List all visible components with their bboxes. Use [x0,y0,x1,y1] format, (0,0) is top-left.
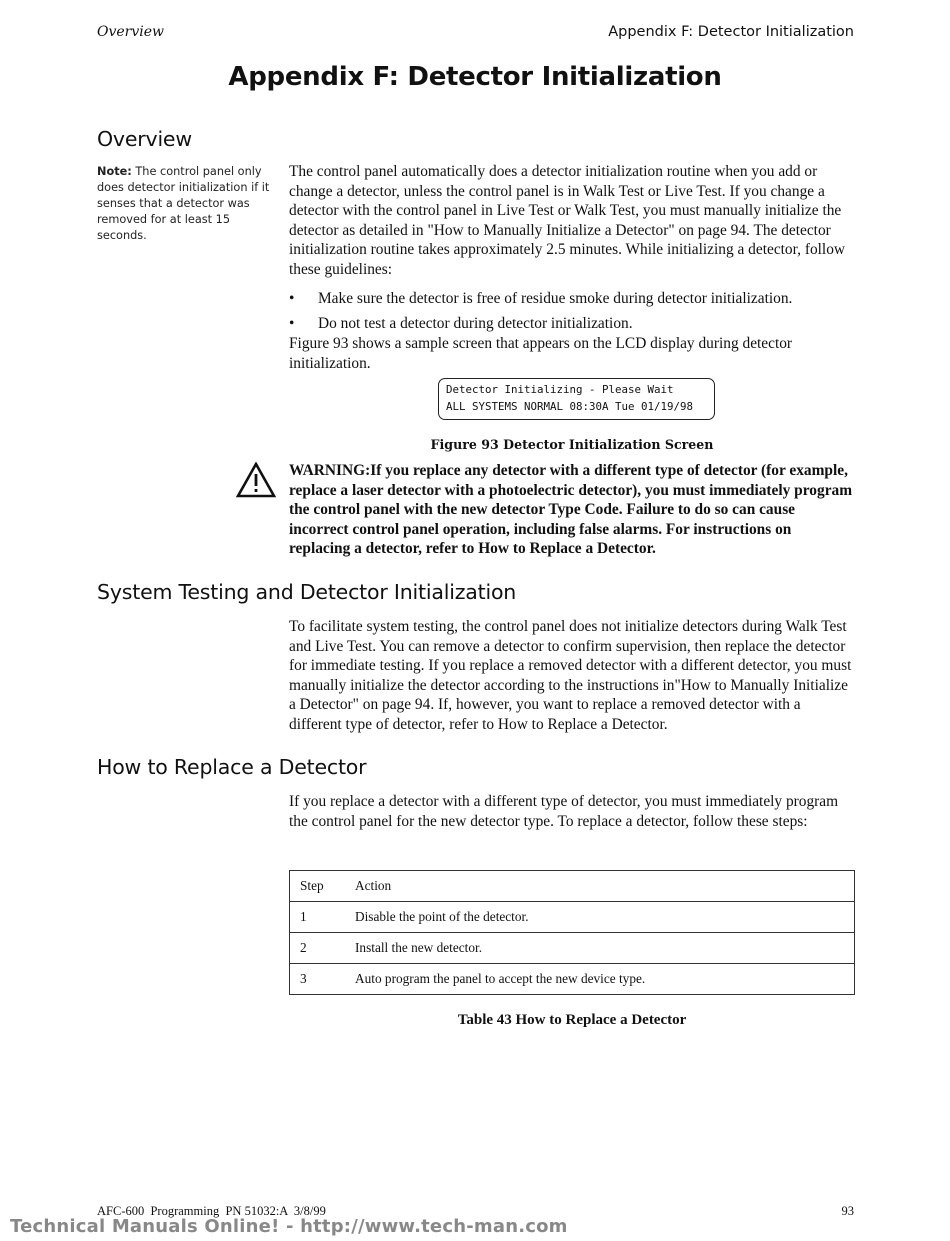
warning-text: WARNING:If you replace any detector with a different type of detector (for example, replace a laser detector with a photoelectric detector), you must immediately program the control panel with the new detector Type Code. Failure to do so can cause incorrect control panel operation, including false alarms. For instructions on replacing a detector, refer to How to Replace a Detector. [289,462,853,558]
replace-heading: How to Replace a Detector [97,755,367,779]
step-number: 3 [290,964,356,995]
footer-page-number: 93 [841,1204,854,1218]
column-header-action: Action [355,871,855,902]
table-caption: Table 43 How to Replace a Detector [457,1012,687,1028]
replace-paragraph: If you replace a detector with a different type of detector, you must immediately program the control panel for the new detector type. To replace a detector, follow these steps: [289,793,839,830]
table-row [290,902,855,933]
overview-paragraph: The control panel automatically does a detector initialization routine when you add or change a detector, unless the control panel is in Walk Test or Live Test. If you change a detector with the control panel in Live Test or Walk Test, you must manually initialize the detector as detailed in "How to Manually Initialize a Detector" on page 94. The detector initialization routine takes approximately 2.5 minutes. While initializing a detector, follow these guidelines: [289,163,846,278]
note-text: The control panel only does detector initialization if it senses that a detector was removed for at least 15 seconds. [97,165,270,242]
lcd-line-2: ALL SYSTEMS NORMAL 08:30A Tue 01/19/98 [446,399,694,413]
overview-heading: Overview [97,127,192,151]
warning-triangle-icon [236,462,276,498]
step-number: 2 [290,933,356,964]
bullet-icon: • [289,290,295,307]
figure-intro: Figure 93 shows a sample screen that appears on the LCD display during detector initialization. [289,335,793,372]
figure-caption: Figure 93 Detector Initialization Screen [430,437,714,452]
system-testing-paragraph: To facilitate system testing, the control panel does not initialize detectors during Walk Test and Live Test. You can remove a detector to confirm supervision, then replace the detector for immediate testing. If you replace a removed detector with a different detector, you must manually initialize the detector according to the instructions in"How to Manually Initialize a Detector" on page 94. If, however, you want to replace a removed detector with a different type of detector, refer to How to Replace a Detector. [289,618,852,733]
step-action: Install the new detector. [355,933,855,964]
table-row [290,964,855,995]
list-item: • Make sure the detector is free of residue smoke during detector initialization. [289,290,793,307]
guideline-list [289,289,855,339]
table-header-row [290,871,855,902]
replace-steps-table [289,870,855,995]
lcd-display-screen [438,378,715,420]
system-testing-heading: System Testing and Detector Initialization [97,580,517,604]
watermark-text: Technical Manuals Online! - http://www.tech-man.com [10,1216,568,1237]
column-header-step: Step [290,871,356,902]
note-label: Note: [97,165,132,178]
table-row [290,933,855,964]
side-note [97,164,279,244]
running-header-chapter: Appendix F: Detector Initialization [608,24,854,40]
step-action: Auto program the panel to accept the new device type. [355,964,855,995]
page-title: Appendix F: Detector Initialization [228,62,722,92]
step-number: 1 [290,902,356,933]
step-action: Disable the point of the detector. [355,902,855,933]
lcd-line-1: Detector Initializing - Please Wait [446,383,674,396]
list-item: • Do not test a detector during detector initialization. [289,315,633,332]
bullet-icon: • [289,315,295,332]
footer-document-info: AFC-600 Programming PN 51032:A 3/8/99 [97,1204,326,1218]
running-header-section: Overview [97,24,165,40]
